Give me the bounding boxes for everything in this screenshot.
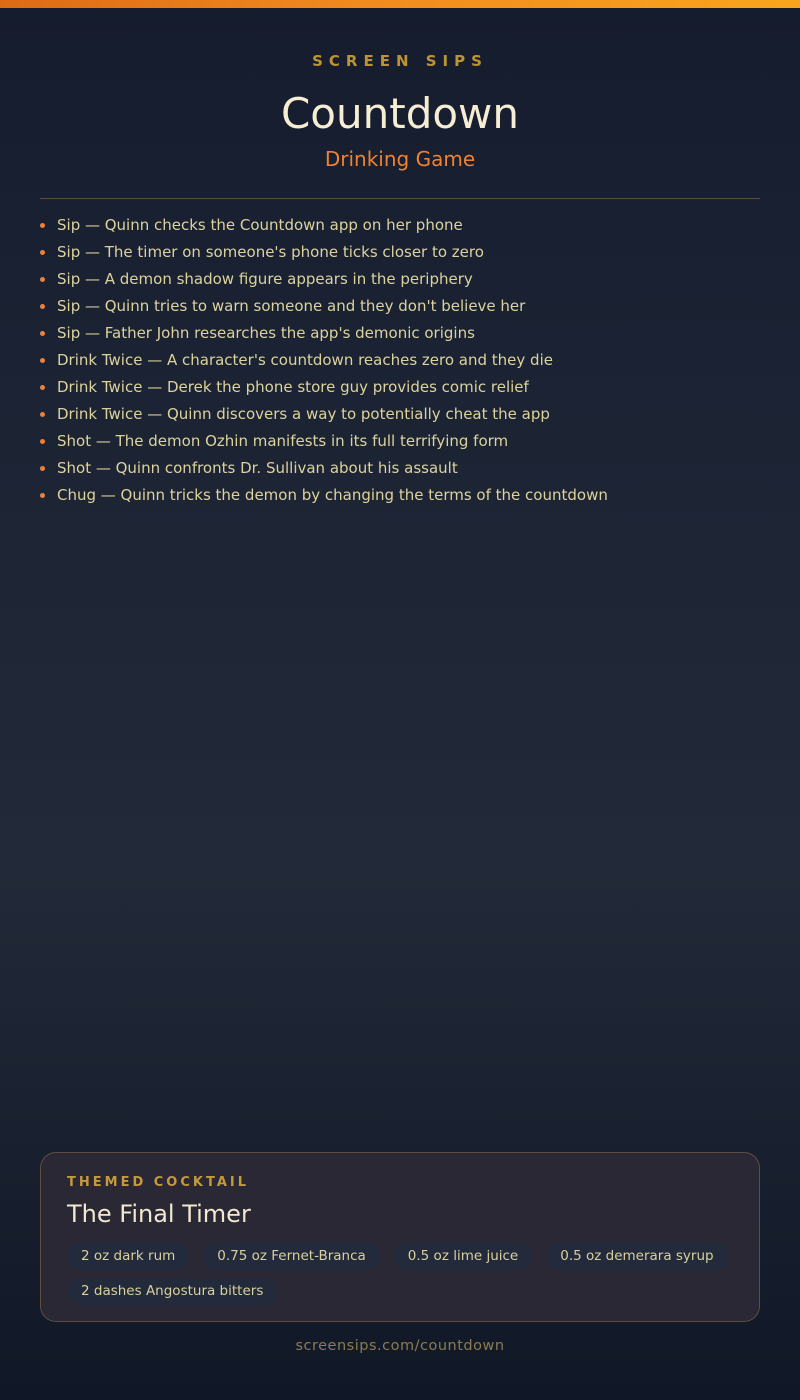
rule-text: Sip — A demon shadow figure appears in the periphery xyxy=(57,270,473,288)
page-footer xyxy=(0,1336,800,1400)
rule-text: Drink Twice — A character's countdown reaches zero and they die xyxy=(57,351,553,369)
cocktail-card xyxy=(40,1152,760,1322)
page-header xyxy=(0,8,800,172)
bullet-icon xyxy=(40,412,45,417)
bullet-icon xyxy=(40,223,45,228)
rule-text: Chug — Quinn tricks the demon by changing the terms of the countdown xyxy=(57,486,608,504)
ingredient-pill: 2 oz dark rum xyxy=(67,1243,189,1270)
footer-url: screensips.com/countdown xyxy=(295,1338,505,1354)
cocktail-name: The Final Timer xyxy=(67,1200,251,1228)
bullet-icon xyxy=(40,331,45,336)
rule-text: Sip — Quinn tries to warn someone and they don't believe her xyxy=(57,297,526,315)
cocktail-section-label: THEMED COCKTAIL xyxy=(67,1175,250,1190)
bullet-icon xyxy=(40,466,45,471)
rule-item xyxy=(40,296,760,316)
rule-text: Shot — Quinn confronts Dr. Sullivan about his assault xyxy=(57,459,458,477)
ingredient-list xyxy=(67,1243,733,1305)
rule-text: Shot — The demon Ozhin manifests in its full terrifying form xyxy=(57,432,509,450)
page-subtitle: Drinking Game xyxy=(324,147,476,171)
rule-item xyxy=(40,242,760,262)
bullet-icon xyxy=(40,304,45,309)
rule-item xyxy=(40,485,760,505)
brand-label: SCREEN SIPS xyxy=(312,52,488,70)
rule-item xyxy=(40,269,760,289)
rule-text: Sip — Quinn checks the Countdown app on her phone xyxy=(57,216,463,234)
rule-item xyxy=(40,377,760,397)
rule-text: Drink Twice — Quinn discovers a way to potentially cheat the app xyxy=(57,405,550,423)
rule-item xyxy=(40,215,760,235)
ingredient-pill: 0.75 oz Fernet-Branca xyxy=(203,1243,380,1270)
page-title: Countdown xyxy=(280,89,520,138)
rule-text: Sip — The timer on someone's phone ticks closer to zero xyxy=(57,243,484,261)
rule-text: Sip — Father John researches the app's demonic origins xyxy=(57,324,475,342)
header-divider xyxy=(40,198,760,199)
rule-item xyxy=(40,431,760,451)
bullet-icon xyxy=(40,385,45,390)
ingredient-pill: 0.5 oz lime juice xyxy=(394,1243,532,1270)
rule-item xyxy=(40,323,760,343)
bullet-icon xyxy=(40,439,45,444)
bullet-icon xyxy=(40,250,45,255)
rule-text: Drink Twice — Derek the phone store guy provides comic relief xyxy=(57,378,529,396)
bullet-icon xyxy=(40,493,45,498)
bullet-icon xyxy=(40,358,45,363)
rule-item xyxy=(40,458,760,478)
rule-item xyxy=(40,350,760,370)
rules-list xyxy=(40,215,760,512)
bullet-icon xyxy=(40,277,45,282)
rule-item xyxy=(40,404,760,424)
top-accent-bar xyxy=(0,0,800,8)
ingredient-pill: 0.5 oz demerara syrup xyxy=(546,1243,727,1270)
ingredient-pill: 2 dashes Angostura bitters xyxy=(67,1278,277,1305)
